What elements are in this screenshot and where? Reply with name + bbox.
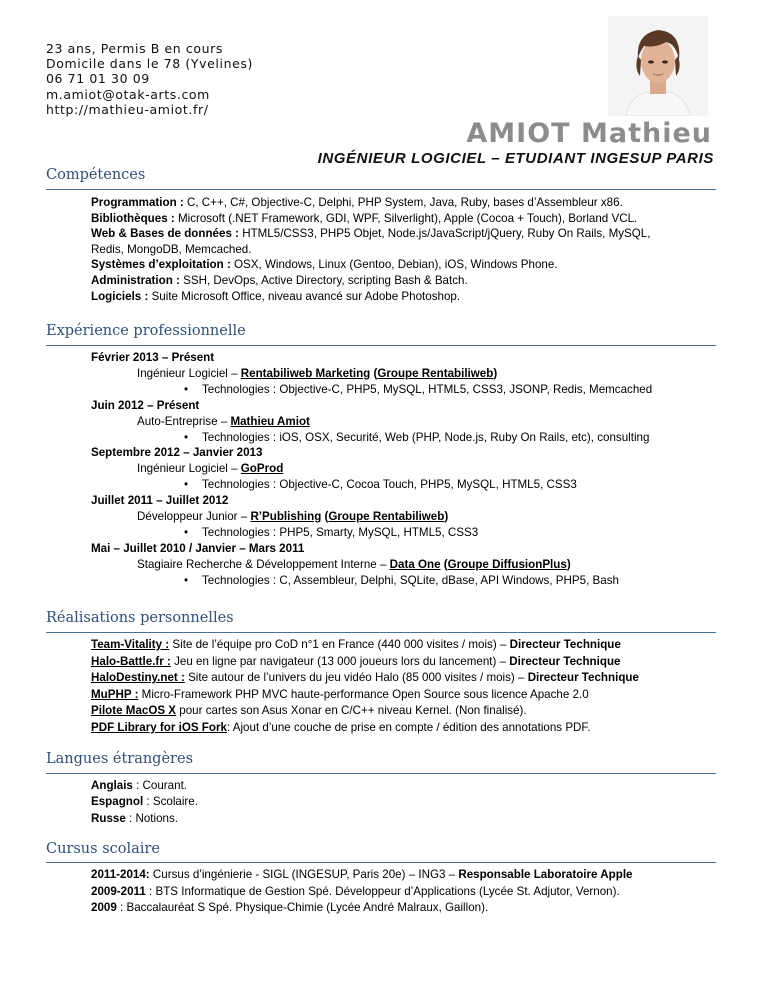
section-title-experience: Expérience professionnelle	[46, 323, 246, 339]
company-link[interactable]: R’Publishing	[250, 510, 322, 524]
bullet-icon: •	[184, 430, 189, 444]
skills-list	[91, 195, 650, 304]
project-link[interactable]: HaloDestiny.net :	[91, 671, 185, 685]
bullet-icon: •	[184, 573, 189, 587]
bullet-icon: •	[184, 525, 189, 539]
education-line: 2009 : Baccalauréat S Spé. Physique-Chimie (Lycée André Malraux, Gaillon).	[91, 901, 489, 915]
education-list	[91, 867, 632, 917]
section-divider	[46, 773, 716, 774]
section-divider	[46, 189, 716, 190]
project-line: Pilote MacOS X pour cartes son Asus Xonar en C/C++ niveau Kernel. (Non finalisé).	[91, 704, 527, 718]
project-line: PDF Library for iOS Fork: Ajout d’une couche de prise en compte / édition des annotations PDF.	[91, 720, 591, 734]
company-link[interactable]: Data One	[389, 557, 441, 571]
languages-list	[91, 778, 198, 827]
project-link[interactable]: Team-Vitality :	[91, 638, 170, 651]
company-link[interactable]: GoProd	[240, 462, 284, 476]
job-tech: • Technologies : iOS, OSX, Securité, Web (PHP, Node.js, Ruby On Rails, etc), consulting	[184, 430, 650, 444]
contact-age: 23 ans, Permis B en cours	[46, 41, 223, 56]
skill-line: Administration : SSH, DevOps, Active Directory, scripting Bash & Batch.	[91, 273, 468, 287]
job-role: Ingénieur Logiciel – Rentabiliweb Marketing (Groupe Rentabiliweb)	[137, 366, 498, 380]
contact-info	[46, 41, 253, 117]
contact-website[interactable]: http://mathieu-amiot.fr/	[46, 101, 209, 117]
job-tech: • Technologies : Objective-C, Cocoa Touch, PHP5, MySQL, HTML5, CSS3	[184, 478, 577, 492]
company-link[interactable]: Mathieu Amiot	[230, 414, 310, 428]
job-dates: Février 2013 – Présent	[91, 351, 215, 364]
skill-line: Web & Bases de données : HTML5/CSS3, PHP5 Objet, Node.js/JavaScript/jQuery, Ruby On Rails, MySQL,	[91, 227, 651, 241]
job-tech: • Technologies : Objective-C, PHP5, MySQL, HTML5, CSS3, JSONP, Redis, Memcached	[184, 382, 653, 396]
project-line: HaloDestiny.net : Site autour de l’univers du jeu vidéo Halo (85 000 visites / mois) – Directeur Technique	[91, 671, 639, 685]
group-link[interactable]: Groupe DiffusionPlus	[447, 557, 567, 571]
section-divider	[46, 632, 716, 633]
section-title-projects: Réalisations personnelles	[46, 610, 234, 626]
skill-line: Logiciels : Suite Microsoft Office, niveau avancé sur Adobe Photoshop.	[91, 289, 461, 303]
job-dates: Septembre 2012 – Janvier 2013	[91, 446, 263, 460]
project-link[interactable]: MuPHP :	[91, 687, 139, 701]
education-line: 2011-2014: Cursus d’ingénierie - SIGL (INGESUP, Paris 20e) – ING3 – Responsable Laboratoire Apple	[91, 868, 633, 881]
section-divider	[46, 345, 716, 346]
contact-email[interactable]: m.amiot@otak-arts.com	[46, 86, 210, 102]
full-name: AMIOT Mathieu	[466, 118, 712, 149]
section-title-skills: Compétences	[46, 167, 146, 183]
bullet-icon: •	[184, 478, 189, 492]
profile-photo	[608, 16, 708, 116]
skill-line: Redis, MongoDB, Memcached.	[91, 242, 252, 256]
experience-list	[91, 350, 652, 589]
project-link[interactable]: Halo-Battle.fr :	[91, 654, 171, 668]
skill-line: Bibliothèques : Microsoft (.NET Framework, GDI, WPF, Silverlight), Apple (Cocoa + Touch), Borland VCL.	[91, 211, 638, 225]
section-divider	[46, 862, 716, 863]
language-line: Russe : Notions.	[91, 811, 179, 825]
job-role: Auto-Entreprise – Mathieu Amiot	[137, 414, 310, 428]
project-line: Team-Vitality : Site de l’équipe pro CoD n°1 en France (440 000 visites / mois) – Directeur Technique	[91, 638, 621, 651]
projects-list	[91, 637, 639, 737]
job-role: Développeur Junior – R’Publishing (Groupe Rentabiliweb)	[137, 510, 449, 524]
skill-line: Systèmes d’exploitation : OSX, Windows, Linux (Gentoo, Debian), iOS, Windows Phone.	[91, 258, 558, 272]
company-link[interactable]: Rentabiliweb Marketing	[240, 366, 371, 380]
project-line: Halo-Battle.fr : Jeu en ligne par navigateur (13 000 joueurs lors du lancement) – Directeur Technique	[91, 654, 621, 668]
job-dates: Mai – Juillet 2010 / Janvier – Mars 2011	[91, 541, 305, 555]
portrait-image	[608, 16, 708, 116]
job-role: Stagiaire Recherche & Développement Interne – Data One (Groupe DiffusionPlus)	[137, 557, 571, 571]
project-link[interactable]: Pilote MacOS X	[91, 704, 177, 718]
group-link[interactable]: Groupe Rentabiliweb	[377, 366, 494, 380]
job-dates: Juin 2012 – Présent	[91, 398, 200, 412]
contact-phone: 06 71 01 30 09	[46, 71, 150, 87]
job-tech: • Technologies : C, Assembleur, Delphi, SQLite, dBase, API Windows, PHP5, Bash	[184, 573, 619, 587]
project-line: MuPHP : Micro-Framework PHP MVC haute-performance Open Source sous licence Apache 2.0	[91, 687, 589, 701]
project-link[interactable]: PDF Library for iOS Fork	[91, 720, 227, 734]
language-line: Espagnol : Scolaire.	[91, 795, 198, 809]
contact-address: Domicile dans le 78 (Yvelines)	[46, 56, 253, 72]
language-line: Anglais : Courant.	[91, 779, 188, 792]
skill-line: Programmation : C, C++, C#, Objective-C, Delphi, PHP System, Java, Ruby, bases d’Assembleur x86.	[91, 196, 623, 209]
job-dates: Juillet 2011 – Juillet 2012	[91, 494, 229, 508]
group-link[interactable]: Groupe Rentabiliweb	[328, 510, 445, 524]
education-line: 2009-2011 : BTS Informatique de Gestion Spé. Développeur d’Applications (Lycée St. Adjutor, Vernon).	[91, 884, 620, 898]
section-title-languages: Langues étrangères	[46, 751, 194, 767]
job-title: INGÉNIEUR LOGICIEL – ETUDIANT INGESUP PARIS	[317, 150, 714, 167]
job-tech: • Technologies : PHP5, Smarty, MySQL, HTML5, CSS3	[184, 525, 479, 539]
section-title-education: Cursus scolaire	[46, 841, 160, 857]
job-role: Ingénieur Logiciel – GoProd	[137, 462, 284, 476]
bullet-icon: •	[184, 382, 189, 396]
